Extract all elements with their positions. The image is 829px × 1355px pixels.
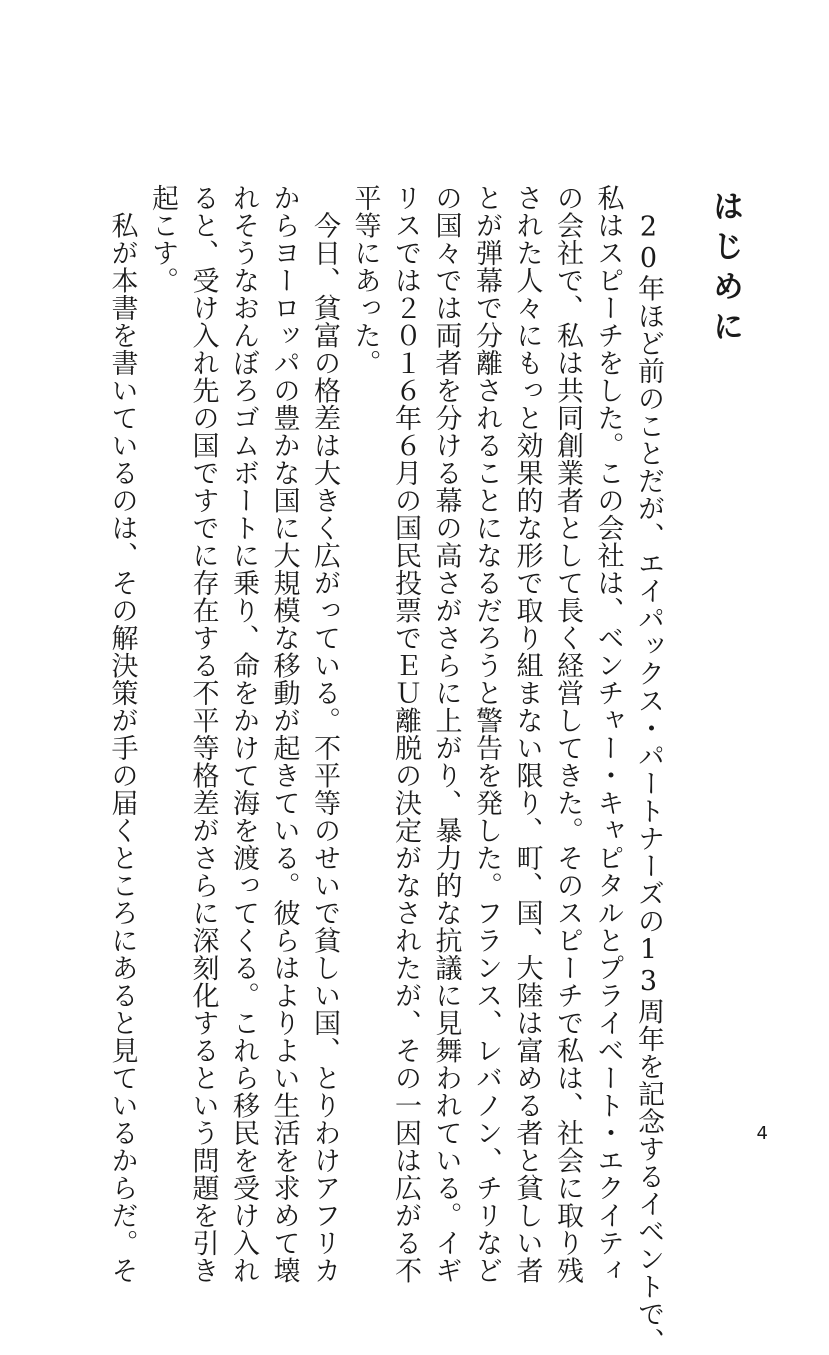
page-number: 4 [756, 1123, 768, 1144]
paragraph-2: 今日、貧富の格差は大きく広がっている。不平等のせいで貧しい国、とりわけアフリカ からヨーロッパの豊かな国に大規模な移動が起きている。彼らはよりよい生活を求めて壊 れそうなおんぼろゴムボートに乗り、命をかけて海を渡ってくる。これら移民を受け入れ ると、受け入れ先の国ですでに存在する不平等格差がさらに深刻化するという問題を引き 起こす。 [147, 184, 340, 1284]
chapter-heading: はじめに [707, 190, 743, 350]
paragraph-1: 20年ほど前のことだが、エイパックス・パートナーズの13周年を記念するイベントで、 私はスピーチをした。この会社は、ベンチャー・キャピタルとプライベート・エクイティ の会社で、私は共同創業者として長く経営してきた。そのスピーチで私は、社会に取り残 された人々にもっと効果的な形で取り組まない限り、町、国、大陸は富める者と貧しい者 とが弾幕で分離されることになるだろうと警告を発した。フランス、レバノン、チリなど の国々では両者を分ける幕の高さがさらに上がり、暴力的な抗議に見舞われている。イギ リスでは２０１６年６月の国民投票でＥＵ離脱の決定がなされたが、その一因は広がる不 平等にあった。 [349, 184, 664, 1355]
body-text [106, 184, 668, 1355]
paragraph-3: 私が本書を書いているのは、その解決策が手の届くところにあると見ているからだ。そ [106, 184, 138, 1284]
